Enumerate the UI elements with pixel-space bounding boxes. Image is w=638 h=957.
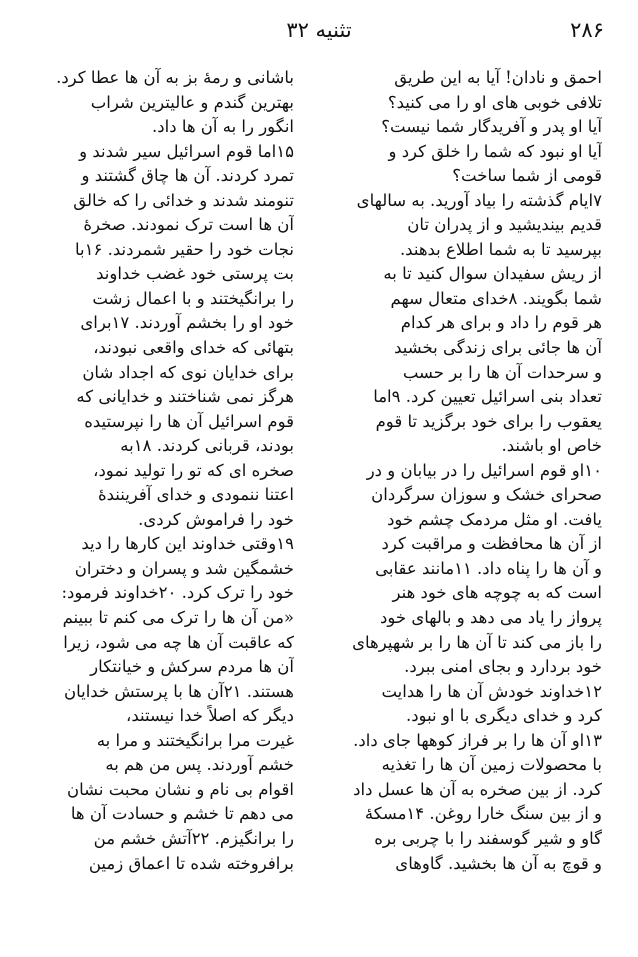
text-line: قدیم بیندیشید و از پدران تان [407,215,602,235]
text-line: خود بردارد و بجای امنی ببرد. [404,657,602,677]
text-line: تنومند شدند و خدائی را که خالق [73,190,294,210]
text-line: قومی از شما ساخت؟ [452,166,602,186]
page-number: ۲۸۶ [570,18,604,42]
text-line: ۱۰او قوم اسرائیل را در بیابان و در [366,460,602,480]
text-line: آن ها جائی برای زندگی بخشید [394,338,602,358]
text-line: است که به چوچه های خود هنر [392,583,602,603]
text-line: آن ها مردم سرکش و خیانتکار [90,657,294,677]
text-line: احمق و نادان! آیا به این طریق [394,68,602,87]
text-line: بودند، قربانی کردند. ۱۸به [120,436,294,456]
text-line: که عاقبت آن ها چه می شود، زیرا [63,632,294,652]
text-line: و سرحدات آن ها را بر حسب [402,362,602,382]
text-line: گاو و شیر گوسفند را با چربی بره [374,828,602,848]
text-line: باشانی و رمهٔ بز به آن ها عطا کرد. [56,68,294,87]
text-line: و از بین سنگ خارا روغن. ۱۴مسکهٔ [364,804,602,824]
text-line: تلافی خوبی های او را می کنید؟ [387,92,602,112]
text-line: کرد و خدای دیگری با او نبود. [405,706,602,726]
text-line: تعداد بنی اسرائیل تعیین کرد. ۹اما [373,387,602,407]
text-line: را باز می کند تا آن ها را بر شهپرهای [352,632,602,652]
text-line: را برانگیزم. ۲۲آتش خشم من [93,828,294,848]
text-line: خود را فراموش کردی. [138,509,294,529]
text-line: قوم اسرائیل آن ها را نپرستیده [84,411,294,431]
text-line: و قوچ به آن ها بخشید. گاوهای [395,853,602,873]
text-line: بپرسید تا به شما اطلاع بدهند. [399,239,602,259]
text-line: با محصولات زمین آن ها را تغذیه [381,755,602,775]
text-line: بتهائی که خدای واقعی نبودند، [93,338,294,358]
text-line: تمرد کردند. آن ها چاق گشتند و [81,166,294,186]
text-column-right [326,66,602,876]
text-line: یافت. او مثل مردمک چشم خود [387,509,602,529]
text-line: ۱۳او آن ها را بر فراز کوهها جای داد. [353,730,602,750]
text-line: ۱۹وقتی خداوند این کارها را دید [81,534,294,554]
text-line: می دهم تا خشم و حسادت آن ها [70,804,294,824]
text-column-left [24,66,294,876]
text-line: هرگز نمی شناختند و خدایانی که [76,387,294,407]
text-line: کرد. از بین صخره به آن ها عسل داد [353,779,602,799]
text-line: و آن ها را پناه داد. ۱۱مانند عقابی [375,558,602,578]
text-line: خشم آوردند. پس من هم به [105,755,294,775]
text-line: خود را ترک کرد. ۲۰خداوند فرمود: [61,583,294,603]
text-line: هستند. ۲۱آن ها با پرستش خدایان [63,681,294,701]
text-line: آیا او پدر و آفریدگار شما نیست؟ [381,117,602,137]
page-header [0,18,638,48]
text-line: نجات خود را حقیر شمردند. ۱۶با [75,239,294,259]
text-line: را برانگیختند و با اعمال زشت [92,288,294,308]
text-line: اعتنا ننمودی و خدای آفرینندهٔ [97,485,294,505]
text-line: صحرای خشک و سوزان سرگردان [371,485,602,505]
text-line: یعقوب را برای خود برگزید تا قوم [375,411,602,431]
text-line: خشمگین شد و پسران و دختران [74,558,294,578]
text-line: انگور را به آن ها داد. [152,117,294,137]
text-line: برای خدایان نوی که اجداد شان [82,362,294,382]
text-line: بت پرستی خود غضب خداوند [96,264,294,284]
text-line: برافروخته شده تا اعماق زمین [88,853,294,873]
text-line: از ریش سفیدان سوال کنید تا به [383,264,602,284]
text-line: ۷ایام گذشته را بیاد آورید. به سالهای [356,190,602,210]
text-line: آیا او نبود که شما را خلق کرد و [388,141,602,161]
text-line: ۱۵اما قوم اسرائیل سیر شدند و [79,141,294,161]
text-line: ۱۲خداوند خودش آن ها را هدایت [381,681,602,701]
running-title: تثنیه ۳۲ [286,18,352,42]
text-line: خود او را بخشم آوردند. ۱۷برای [80,313,294,333]
text-line: صخره ای که تو را تولید نمود، [93,460,294,480]
text-line: آن ها است ترک نمودند. صخرهٔ [83,215,294,235]
text-line: دیگر که اصلاً خدا نیستند، [126,706,294,726]
text-line: خاص او باشند. [501,436,602,456]
text-line: پرواز را یاد می دهد و بالهای خود [380,608,602,628]
text-line: شما بگویند. ۸خدای متعال سهم [390,288,602,308]
text-line: بهترین گندم و عالیترین شراب [90,92,294,112]
text-line: از آن ها محافظت و مراقبت کرد [381,534,602,554]
text-line: غیرت مرا برانگیختند و مرا به [96,730,294,750]
text-line: هر قوم را داد و برای هر کدام [400,313,602,333]
text-line: «من آن ها را ترک می کنم تا ببینم [62,608,294,628]
text-line: اقوام بی نام و نشان محبت نشان [67,779,294,799]
